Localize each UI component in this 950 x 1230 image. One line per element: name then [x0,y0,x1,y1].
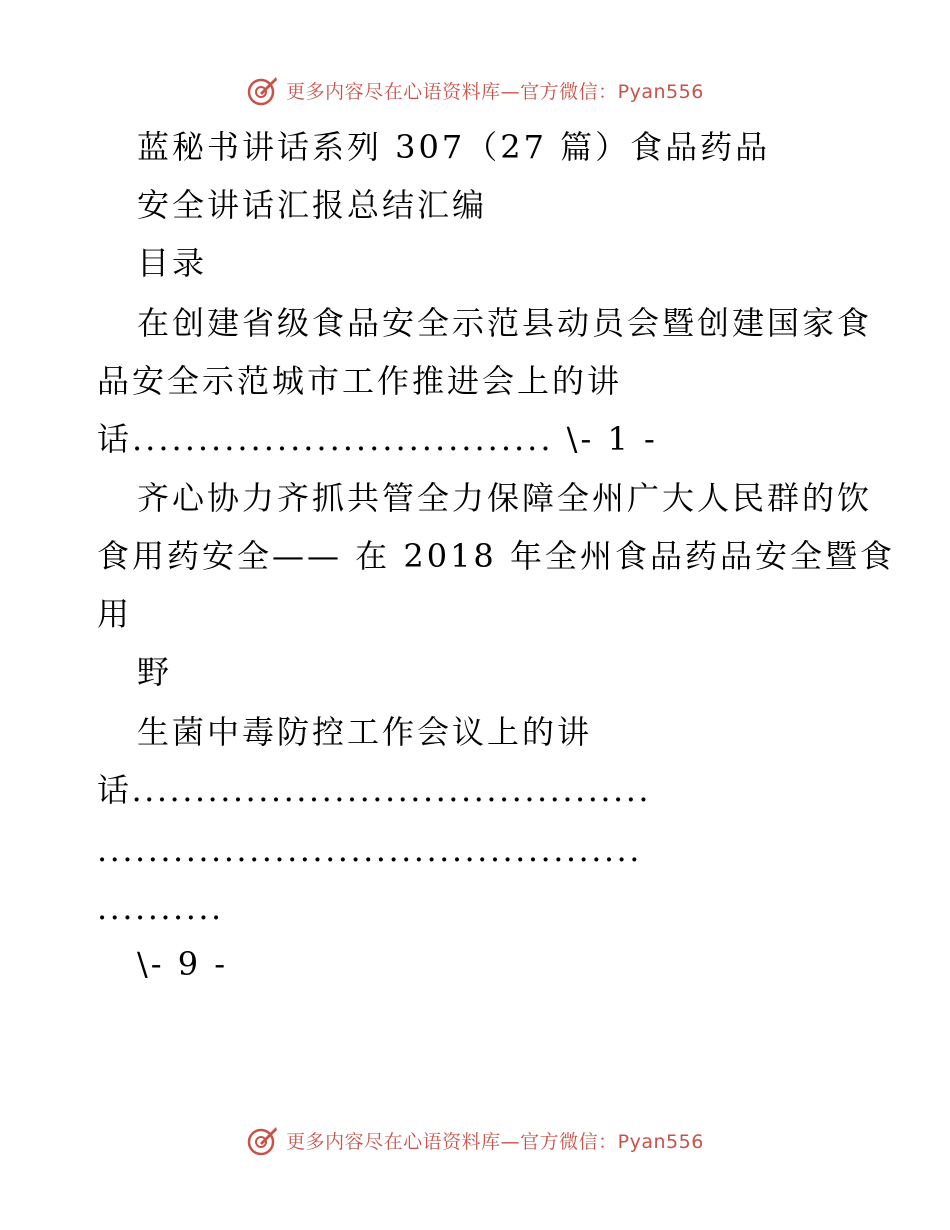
toc-entry-2-line-7: ........................................... [97,831,642,869]
toc-entry-2-line-5: 生菌中毒防控工作会议上的讲 [137,713,593,751]
toc-entry-2-page: \- 9 - [137,945,229,983]
toc-entry-2-line-6: 话......................................... [97,771,652,809]
toc-entry-2-line-4: 野 [137,653,173,691]
toc-entry-1-line-1: 在创建省级食品安全示范县动员会暨创建国家食 [137,304,873,342]
banner-text: 更多内容尽在心语资料库—官方微信：Pyan556 [286,1130,704,1153]
toc-entry-2-line-1: 齐心协力齐抓共管全力保障全州广大人民群的饮 [137,479,873,517]
doc-title-line-1: 蓝秘书讲话系列 307（27 篇）食品药品 [137,128,771,166]
toc-heading: 目录 [137,244,208,282]
toc-entry-2-line-8: .......... [97,889,224,927]
quill-logo-icon [246,1123,280,1157]
toc-entry-1-line-2: 品安全示范城市工作推进会上的讲 [97,362,623,400]
footer-banner [0,1120,950,1160]
toc-entry-2-line-2: 食用药安全—— 在 2018 年全州食品药品安全暨食 [97,537,895,575]
toc-entry-1-line-3: 话................................ \- 1 - [97,420,658,458]
toc-entry-2-line-3: 用 [97,595,133,633]
banner-text: 更多内容尽在心语资料库—官方微信：Pyan556 [286,80,704,103]
quill-logo-icon [246,73,280,107]
doc-title-line-2: 安全讲话汇报总结汇编 [137,186,488,224]
header-banner [0,70,950,110]
